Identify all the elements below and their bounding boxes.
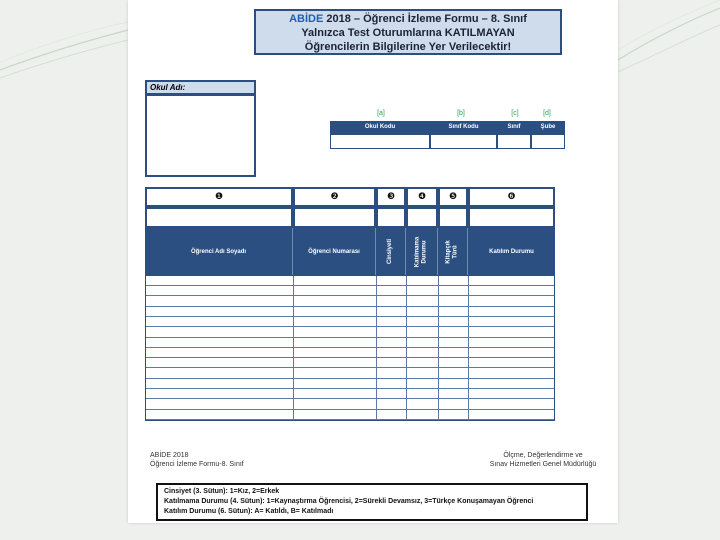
header-gender	[376, 228, 406, 275]
blank-cell-6	[468, 207, 555, 228]
table-row[interactable]	[146, 400, 554, 410]
title-line2: Yalnızca Test Oturumlarına KATILMAYAN	[301, 27, 515, 39]
branch-field[interactable]	[531, 134, 565, 149]
blank-cell-3	[376, 207, 406, 228]
header-absence-status-label: Katılmama Durumu	[414, 236, 428, 267]
table-row[interactable]	[146, 348, 554, 358]
table-row[interactable]	[146, 410, 554, 420]
code-letter-b: [b]	[457, 110, 465, 117]
column-number-5: ❺	[438, 187, 468, 207]
header-student-number	[293, 228, 376, 275]
header-booklet-type-label: Kitapçık Türü	[445, 239, 459, 264]
table-row[interactable]	[146, 379, 554, 389]
table-row[interactable]	[146, 317, 554, 327]
column-number-4: ❹	[406, 187, 438, 207]
footer-right-line2: Sınav Hizmetleri Genel Müdürlüğü	[489, 461, 597, 468]
blank-cell-4	[406, 207, 438, 228]
table-row[interactable]	[146, 369, 554, 379]
header-absence-status	[406, 228, 438, 275]
school-name-label: Okul Adı:	[145, 80, 256, 95]
column-number-2: ❷	[293, 187, 376, 207]
title-line3: Öğrencilerin Bilgilerine Yer Verilecektir!	[304, 41, 512, 53]
code-header-sube: Şube	[531, 121, 565, 134]
code-letter-d: [d]	[543, 110, 551, 117]
legend-absence: Katılmama Durumu (4. Sütun): 1=Kaynaştırma Öğrencisi, 2=Sürekli Devamsız, 3=Türkçe Konuşamayan Öğrenci	[164, 498, 534, 505]
class-field[interactable]	[497, 134, 531, 149]
blank-cell-2	[293, 207, 376, 228]
class-code-field[interactable]	[430, 134, 497, 149]
header-student-name-label: Öğrenci Adı Soyadı	[190, 248, 247, 255]
legend-gender: Cinsiyet (3. Sütun): 1=Kız, 2=Erkek	[164, 488, 280, 495]
school-name-field[interactable]	[145, 94, 256, 177]
header-student-name	[145, 228, 293, 275]
footer-right	[473, 451, 613, 469]
blank-cell-1	[145, 207, 293, 228]
table-row[interactable]	[146, 307, 554, 317]
footer-right-line1: Ölçme, Değerlendirme ve	[503, 452, 583, 459]
header-student-number-label: Öğrenci Numarası	[308, 248, 360, 255]
table-row[interactable]	[146, 276, 554, 286]
form-page	[128, 0, 618, 523]
code-header-sinif-kodu: Sınıf Kodu	[430, 121, 497, 134]
blank-cell-5	[438, 207, 468, 228]
code-header-okul: Okul Kodu	[330, 121, 430, 134]
table-row[interactable]	[146, 389, 554, 399]
column-number-1: ❶	[145, 187, 293, 207]
table-row[interactable]	[146, 358, 554, 368]
footer-left	[150, 451, 244, 469]
legend-box	[156, 483, 588, 521]
footer-left-line1: ABİDE 2018	[150, 452, 189, 459]
column-number-6: ❻	[468, 187, 555, 207]
header-attendance-label: Katılım Durumu	[489, 248, 534, 255]
table-row[interactable]	[146, 338, 554, 348]
code-header-sinif: Sınıf	[497, 121, 531, 134]
school-code-field[interactable]	[330, 134, 430, 149]
column-number-3: ❸	[376, 187, 406, 207]
table-row[interactable]	[146, 328, 554, 338]
code-letter-a: [a]	[377, 110, 385, 117]
title-line1: 2018 – Öğrenci İzleme Formu – 8. Sınıf	[323, 13, 527, 25]
legend-attendance: Katılım Durumu (6. Sütun): A= Katıldı, B= Katılmadı	[164, 508, 334, 515]
header-attendance	[468, 228, 555, 275]
table-row[interactable]	[146, 286, 554, 296]
code-letter-c: [c]	[511, 110, 519, 117]
footer-left-line2: Öğrenci İzleme Formu-8. Sınıf	[150, 461, 244, 468]
form-title	[254, 9, 562, 55]
table-row[interactable]	[146, 297, 554, 307]
student-rows-table	[145, 275, 555, 421]
header-gender-label: Cinsiyeti	[386, 238, 393, 265]
title-accent: ABİDE	[289, 13, 324, 25]
header-booklet-type	[438, 228, 468, 275]
